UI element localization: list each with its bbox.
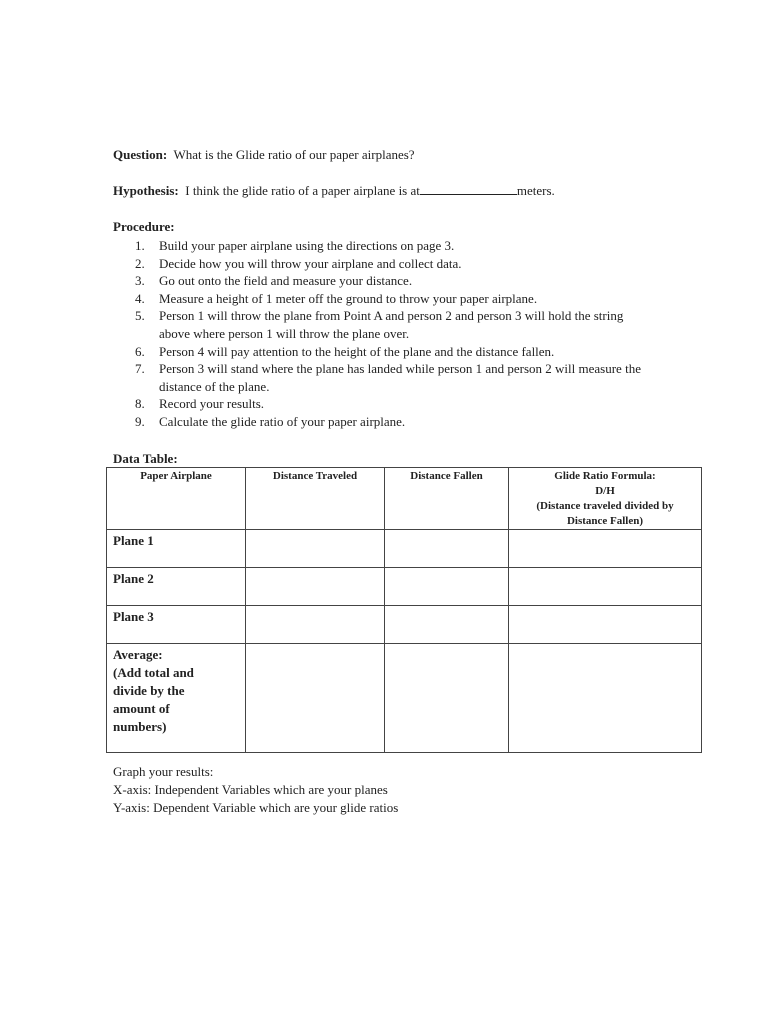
row-label-plane-2: Plane 2 — [107, 568, 246, 606]
cell-glide-ratio[interactable] — [509, 644, 702, 753]
procedure-step — [113, 307, 653, 342]
table-row — [107, 568, 702, 606]
graph-x-axis: X-axis: Independent Variables which are your planes — [113, 782, 388, 797]
table-header-row — [107, 468, 702, 530]
step-text: Person 4 will pay attention to the height of the plane and the distance fallen. — [159, 343, 555, 359]
data-table — [106, 467, 702, 753]
table-row — [107, 644, 702, 753]
step-text: Build your paper airplane using the directions on page 3. — [159, 238, 455, 253]
step-text: Decide how you will throw your airplane and collect data. — [159, 255, 462, 271]
column-header-distance-traveled: Distance Traveled — [246, 468, 385, 530]
column-header-paper-airplane: Paper Airplane — [107, 468, 246, 530]
row-label-plane-1: Plane 1 — [107, 530, 246, 568]
cell-distance-traveled[interactable] — [246, 530, 385, 568]
procedure-step — [113, 343, 653, 361]
column-header-distance-fallen: Distance Fallen — [385, 468, 509, 530]
procedure-step — [113, 395, 653, 413]
cell-glide-ratio[interactable] — [509, 606, 702, 644]
procedure-list — [113, 237, 653, 431]
step-text: Person 3 will stand where the plane has landed while person 1 and person 2 will measure the distance of the plane. — [159, 361, 641, 394]
step-text: Go out onto the field and measure your distance. — [159, 273, 413, 289]
table-row — [107, 530, 702, 568]
procedure-step — [113, 360, 653, 395]
step-number: 3. — [135, 273, 145, 289]
cell-distance-traveled[interactable] — [246, 568, 385, 606]
procedure-heading: Procedure: — [113, 219, 175, 234]
question-text: What is the Glide ratio of our paper airplanes? — [173, 147, 415, 162]
procedure-step — [113, 237, 653, 255]
procedure-step — [113, 413, 653, 431]
column-header-glide-ratio: Glide Ratio Formula: D/H (Distance traveled divided by Distance Fallen) — [509, 468, 702, 530]
question-line — [113, 147, 415, 163]
cell-glide-ratio[interactable] — [509, 568, 702, 606]
step-number: 8. — [135, 396, 145, 412]
procedure-step — [113, 255, 653, 273]
cell-glide-ratio[interactable] — [509, 530, 702, 568]
procedure-step — [113, 272, 653, 290]
hypothesis-text-before: I think the glide ratio of a paper airplane is at — [185, 183, 420, 198]
hypothesis-label: Hypothesis: — [113, 183, 179, 198]
step-number: 7. — [135, 361, 145, 377]
hypothesis-line — [113, 183, 555, 199]
step-number: 2. — [135, 255, 145, 271]
step-text: Person 1 will throw the plane from Point A and person 2 and person 3 will hold the string above where person 1 will throw the plane over. — [159, 308, 624, 341]
graph-intro: Graph your results: — [113, 764, 214, 779]
step-text: Calculate the glide ratio of your paper airplane. — [159, 413, 406, 429]
cell-distance-fallen[interactable] — [385, 568, 509, 606]
graph-y-axis: Y-axis: Dependent Variable which are your glide ratios — [113, 800, 399, 815]
step-number: 1. — [135, 238, 145, 253]
procedure-step — [113, 290, 653, 308]
cell-distance-traveled[interactable] — [246, 606, 385, 644]
step-number: 4. — [135, 290, 145, 306]
hypothesis-text-after: meters. — [516, 183, 555, 198]
cell-distance-traveled[interactable] — [246, 644, 385, 753]
step-text: Record your results. — [159, 396, 265, 412]
cell-distance-fallen[interactable] — [385, 530, 509, 568]
question-label: Question: — [113, 147, 168, 162]
hypothesis-blank — [420, 183, 517, 195]
cell-distance-fallen[interactable] — [385, 644, 509, 753]
row-label-plane-3: Plane 3 — [107, 606, 246, 644]
step-number: 6. — [135, 343, 145, 359]
cell-distance-fallen[interactable] — [385, 606, 509, 644]
step-text: Measure a height of 1 meter off the ground to throw your paper airplane. — [159, 290, 538, 306]
table-row — [107, 606, 702, 644]
data-table-heading: Data Table: — [113, 451, 178, 466]
step-number: 9. — [135, 413, 145, 429]
step-number: 5. — [135, 308, 145, 324]
row-label-average: Average: (Add total and divide by the amount of numbers) — [107, 644, 246, 753]
